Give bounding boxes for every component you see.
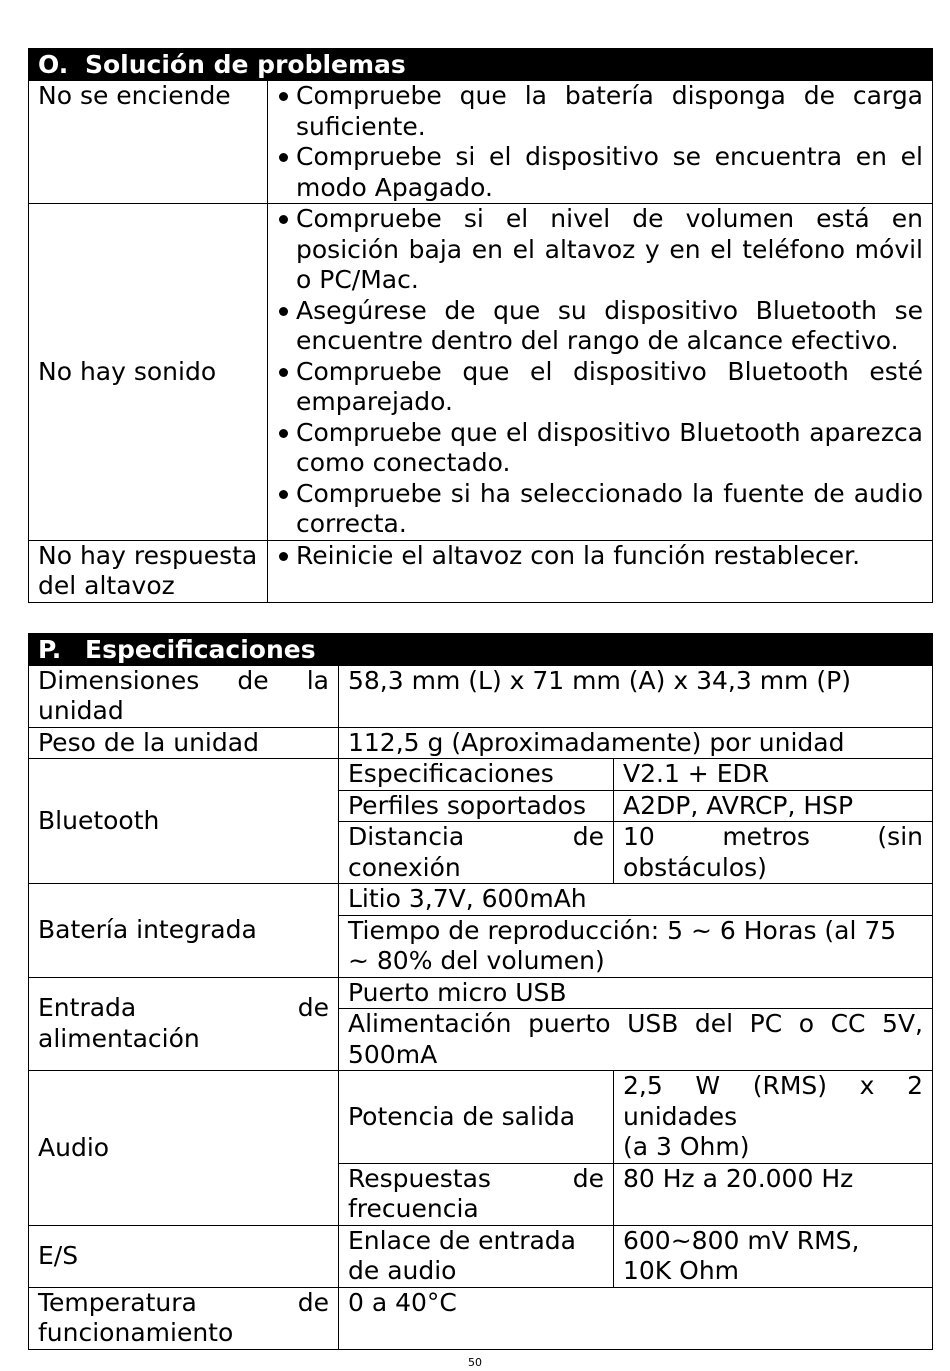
list-item: Reinicie el altavoz con la función restablecer. (277, 541, 923, 572)
section-letter: P. (38, 634, 62, 664)
spec-label: Temperatura de funcionamiento (29, 1287, 339, 1349)
problem-line: del altavoz (38, 571, 175, 600)
spec-sublabel: Distancia de conexión (339, 822, 614, 884)
spec-value: Litio 3,7V, 600mAh (339, 884, 933, 916)
list-item: Asegúrese de que su dispositivo Bluetooth se encuentre dentro del rango de alcance efectivo. (277, 296, 923, 357)
spec-label: Entrada de alimentación (29, 977, 339, 1071)
table-row (29, 540, 933, 602)
specifications-table (28, 633, 933, 1350)
solution-cell (268, 204, 933, 541)
spec-value (614, 1225, 933, 1287)
spec-value: V2.1 + EDR (614, 759, 933, 791)
spec-label: Dimensiones de la unidad (29, 665, 339, 727)
table-row (29, 884, 933, 916)
spec-sublabel: Especificaciones (339, 759, 614, 791)
solution-cell (268, 81, 933, 204)
troubleshooting-header (29, 49, 933, 81)
spec-value: Alimentación puerto USB del PC o CC 5V, 500mA (339, 1009, 933, 1071)
page-content (28, 48, 932, 1350)
spec-sublabel: Enlace de entrada de audio (339, 1225, 614, 1287)
section-letter: O. (38, 50, 69, 79)
list-item: Compruebe que el dispositivo Bluetooth aparezca como conectado. (277, 418, 923, 479)
spec-label: E/S (29, 1225, 339, 1287)
spec-value-line: 10K Ohm (623, 1256, 740, 1285)
spec-value: 10 metros (sin obstáculos) (614, 822, 933, 884)
section-title: Especificaciones (85, 634, 316, 664)
spec-sublabel: Potencia de salida (339, 1071, 614, 1164)
problem-line: No hay respuesta (38, 540, 258, 570)
spec-sublabel: Respuestas de frecuencia (339, 1163, 614, 1225)
spec-value-line: (a 3 Ohm) (623, 1132, 750, 1161)
spec-value-line: 2,5 W (RMS) x 2 unidades (623, 1071, 923, 1131)
specifications-header (29, 633, 933, 665)
list-item: Compruebe si el nivel de volumen está en posición baja en el altavoz y en el teléfono móvil o PC/Mac. (277, 204, 923, 296)
spec-value: 112,5 g (Aproximadamente) por unidad (339, 727, 933, 759)
troubleshooting-table (28, 48, 933, 603)
troubleshooting-header-row (29, 49, 933, 81)
list-item: Compruebe que el dispositivo Bluetooth esté emparejado. (277, 357, 923, 418)
table-row (29, 665, 933, 727)
spec-label: Bluetooth (29, 759, 339, 884)
spec-value: A2DP, AVRCP, HSP (614, 790, 933, 822)
table-row (29, 1071, 933, 1164)
spec-value: Puerto micro USB (339, 977, 933, 1009)
spec-label: Batería integrada (29, 884, 339, 978)
table-row (29, 1287, 933, 1349)
table-row (29, 204, 933, 541)
spec-value (614, 1071, 933, 1164)
section-title: Solución de problemas (85, 50, 406, 79)
specifications-header-row (29, 633, 933, 665)
spec-value: Tiempo de reproducción: 5 ~ 6 Horas (al 75 ~ 80% del volumen) (339, 915, 933, 977)
solution-cell (268, 540, 933, 602)
problem-cell: No hay sonido (29, 204, 268, 541)
spec-label: Audio (29, 1071, 339, 1226)
table-row (29, 81, 933, 204)
problem-cell (29, 540, 268, 602)
table-row (29, 759, 933, 791)
spec-sublabel: Perfiles soportados (339, 790, 614, 822)
spec-value: 80 Hz a 20.000 Hz (614, 1163, 933, 1225)
table-row (29, 1225, 933, 1287)
spec-value-line: 600~800 mV RMS, (623, 1225, 860, 1255)
table-row (29, 727, 933, 759)
table-row (29, 977, 933, 1009)
list-item: Compruebe si ha seleccionado la fuente de audio correcta. (277, 479, 923, 540)
page-number: 50 (468, 1356, 482, 1369)
spec-value: 0 a 40°C (339, 1287, 933, 1349)
list-item: Compruebe que la batería disponga de carga suficiente. (277, 81, 923, 142)
list-item: Compruebe si el dispositivo se encuentra en el modo Apagado. (277, 142, 923, 203)
spec-value: 58,3 mm (L) x 71 mm (A) x 34,3 mm (P) (339, 665, 933, 727)
problem-cell: No se enciende (29, 81, 268, 204)
spec-label: Peso de la unidad (29, 727, 339, 759)
